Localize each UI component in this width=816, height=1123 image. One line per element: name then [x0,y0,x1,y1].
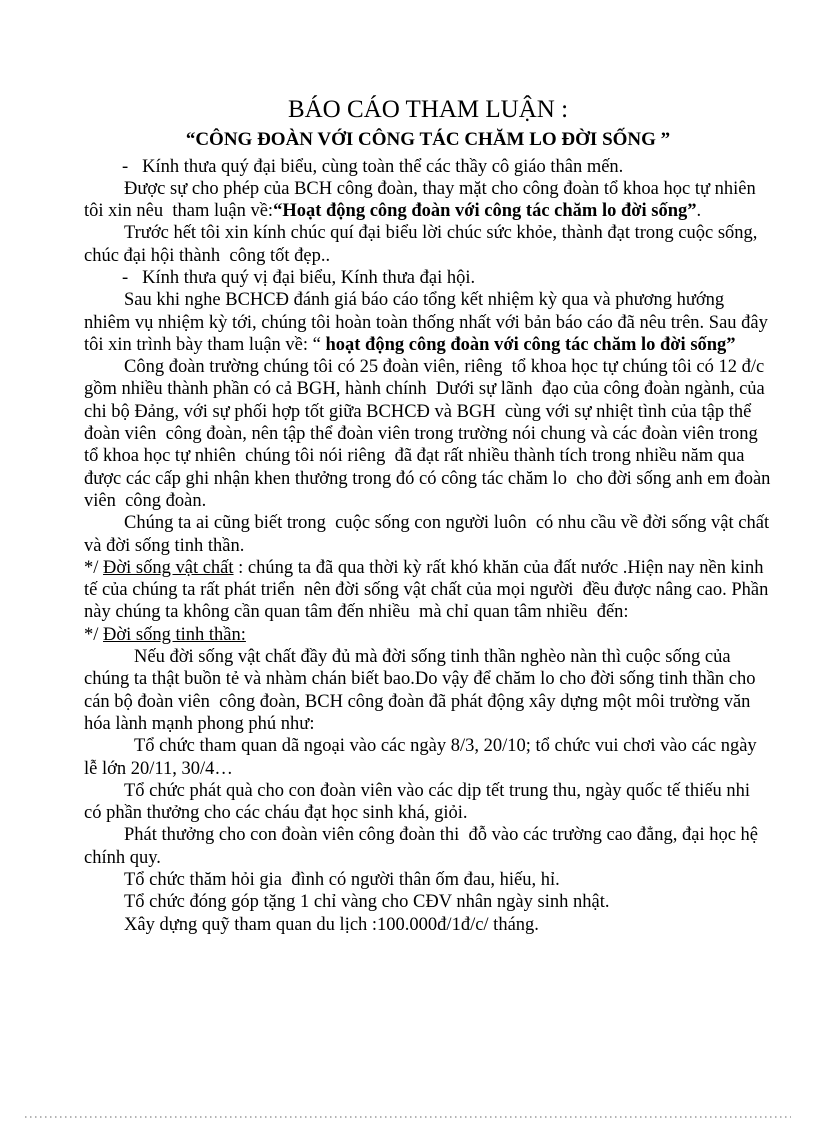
paragraph [84,735,772,780]
text-run: Tổ chức tham quan dã ngoại vào các ngày 8/3, 20/10; tổ chức vui chơi vào các ngày lễ lớn 20/11, 30/4… [84,736,762,779]
paragraph [84,624,772,646]
document-subtitle: “CÔNG ĐOÀN VỚI CÔNG TÁC CHĂM LO ĐỜI SỐNG ” [185,128,671,150]
document-body [84,156,776,936]
text-run: Chúng ta ai cũng biết trong cuộc sống con người luôn có nhu cầu về đời sống vật chất và đời sống tinh thần. [84,513,774,556]
text-run: : chúng ta đã qua thời kỳ rất khó khăn của đất nước .Hiện nay nền kinh tế của chúng ta rất phát triển nên đời sống vật chất của mọi người đều được nâng cao. Phần này chúng ta không cần quan tâm đến nhiều mà chỉ quan tâm nhiều đến: [84,557,773,623]
text-run: Được sự cho phép của BCH công đoàn, thay mặt cho công đoàn tổ khoa học tự nhiên tôi xin nêu tham luận về: [84,178,761,222]
text-run: */ [84,624,104,645]
text-run: “Hoạt động công đoàn với công tác chăm lo đời sống” [273,201,697,222]
text-run: Đời sống tinh thần: [103,624,246,645]
paragraph [84,356,776,512]
document-title: BÁO CÁO THAM LUẬN : [287,96,569,123]
paragraph [84,557,772,624]
paragraph [84,780,772,825]
text-run: Tổ chức đóng góp tặng 1 chỉ vàng cho CĐV nhân ngày sinh nhật. [124,892,610,913]
paragraph [84,646,772,735]
paragraph [84,222,772,267]
text-run: . [696,201,702,222]
text-run: Nếu đời sống vật chất đầy đủ mà đời sống tinh thần nghèo nàn thì cuộc sống của chúng ta thật buồn tẻ và nhàm chán biết bao.Do vậy để chăm lo cho đời sống tinh thần cho cán bộ đoàn viên công đoàn, BCH công đoàn đã phát động xây dựng một môi trường văn hóa lành mạnh phong phú như: [84,647,761,734]
text-run: Kính thưa quý đại biểu, cùng toàn thể các thầy cô giáo thân mến. [142,156,624,177]
text-run: */ [84,557,104,578]
paragraph [84,914,772,936]
text-run: hoạt động công đoàn với công tác chăm lo đời sống” [325,334,736,355]
text-run: Sau khi nghe BCHCĐ đánh giá báo cáo tổng kết nhiệm kỳ qua và phương hướng nhiêm vụ nhiệm kỳ tới, chúng tôi hoàn toàn thống nhất với bản báo cáo đã nêu trên. Sau đây tôi xin trình bày tham luận về: “ [84,290,773,355]
list-dash-marker: - [122,267,129,288]
paragraph [84,891,772,913]
paragraph [84,512,772,557]
text-run: Công đoàn trường chúng tôi có 25 đoàn viên, riêng tổ khoa học tự chúng tôi có 12 đ/c gồm nhiều thành phần có cả BGH, hành chính Dưới sự lãnh đạo của công đoàn ngành, của chi bộ Đảng, với sự phối hợp tốt giữa BCHCĐ và BGH cùng với sự nhiệt tình của tập thể đoàn viên công đoàn, nên tập thể đoàn viên trong trường nói chung và các đoàn viên trong tổ khoa học tự nhiên chúng tôi nói riêng đã đạt rất nhiều thành tích trong nhiều năm qua được các cấp ghi nhận khen thưởng trong đó có công tác chăm lo cho đời sống anh em đoàn viên công đoàn. [84,357,776,511]
text-run: Tổ chức phát quà cho con đoàn viên vào các dịp tết trung thu, ngày quốc tế thiếu nhi có phần thưởng cho các cháu đạt học sinh khá, giỏi. [84,780,760,824]
text-run: Kính thưa quý vị đại biểu, Kính thưa đại hội. [142,267,476,288]
text-run: Phát thưởng cho con đoàn viên công đoàn thi đỗ vào các trường cao đẳng, đại học hệ chính quy. [84,825,763,868]
paragraph [84,178,772,223]
text-run: Đời sống vật chất [103,557,234,578]
text-run: Trước hết tôi xin kính chúc quí đại biểu lời chúc sức khỏe, thành đạt trong cuộc sống, chúc đại hội thành công tốt đẹp.. [84,223,763,266]
page-break-dotted-line [25,1116,791,1118]
paragraph [84,289,772,356]
text-run: Tổ chức thăm hỏi gia đình có người thân ốm đau, hiếu, hỉ. [124,870,560,890]
paragraph [84,824,772,869]
paragraph [84,869,772,891]
paragraph [84,156,772,178]
text-run: Xây dựng quỹ tham quan du lịch :100.000đ/1đ/c/ tháng. [124,914,539,935]
list-dash-marker: - [122,156,129,177]
paragraph [84,267,772,289]
